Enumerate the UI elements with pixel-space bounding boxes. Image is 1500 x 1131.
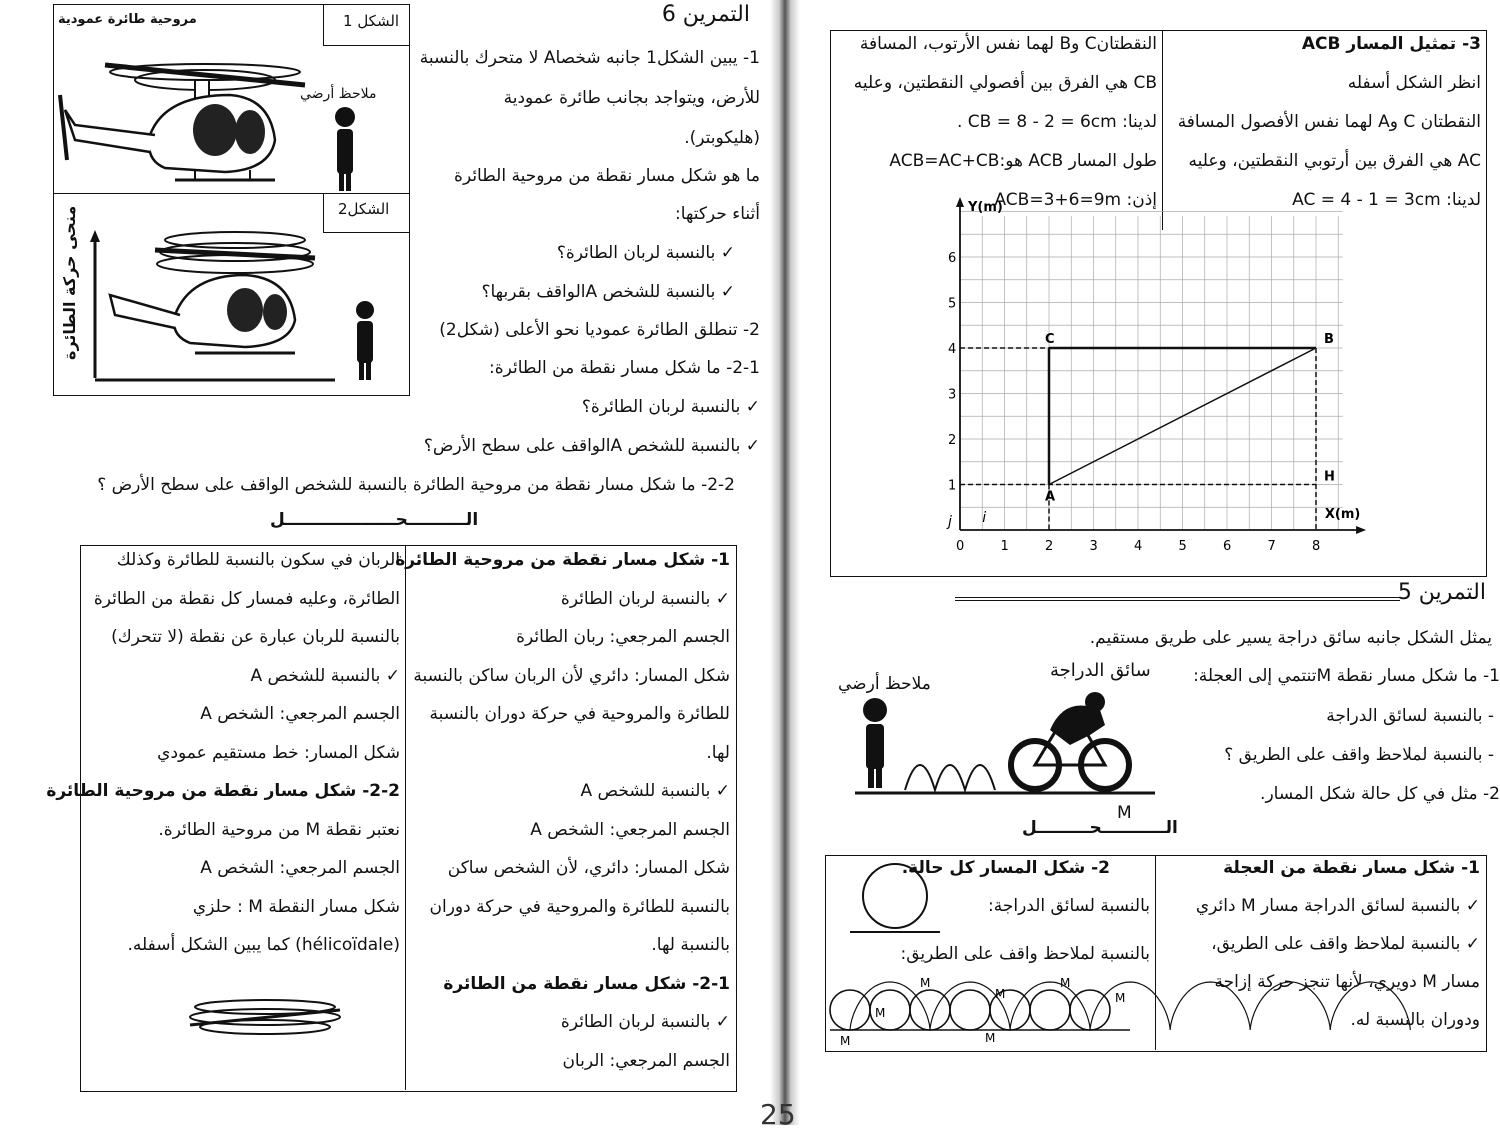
motion-direction-label: منحى حركة الطائرة <box>60 205 79 360</box>
exercise6-title: التمرين 6 <box>661 2 750 27</box>
y-tick-label: 2 <box>948 433 957 448</box>
ex5-line-2: 1- ما شكل مسار نقطة Mتنتمي إلى العجلة: <box>1193 666 1500 686</box>
point-label-h: H <box>1324 469 1335 485</box>
x-axis-label: X(m) <box>1324 507 1361 522</box>
sol6-right-line-8: الجسم المرجعي: الشخص A <box>530 819 730 840</box>
q1-line-4: ما هو شكل مسار نقطة من مروحية الطائرة <box>454 166 760 186</box>
cycloid-point-label: M <box>985 1031 996 1045</box>
exercise5-title: التمرين 5 <box>1397 580 1486 605</box>
x-tick-label: 5 <box>1178 539 1187 554</box>
cycloid-point-label: M <box>920 976 931 990</box>
x-tick-label: 2 <box>1045 539 1054 554</box>
x-tick-label: 3 <box>1089 539 1098 554</box>
cycloid-point-label: M <box>1060 976 1071 990</box>
x-tick-label: 7 <box>1267 539 1276 554</box>
sol5-right-line-3: ✓ بالنسبة لملاحظ واقف على الطريق، <box>1211 934 1480 954</box>
wheel-circle <box>950 990 990 1030</box>
sol5-left-line-1: 2- شكل المسار كل حالة. <box>901 858 1110 878</box>
figure2-caption: الشكل2 <box>338 200 390 218</box>
q21-item-1: ✓ بالنسبة لربان الطائرة؟ <box>581 397 760 417</box>
circle-trajectory-drawing <box>850 862 940 937</box>
sol6-left-line-1: الربان في سكون بالنسبة للطائرة وكذلك <box>116 550 400 570</box>
y-tick-label: 4 <box>948 342 957 357</box>
cycloid-trajectory-drawing <box>830 970 1140 1048</box>
acb-left-line-5: إذن: ACB=3+6=9m <box>994 190 1157 210</box>
x-tick-label: 1 <box>1000 539 1009 554</box>
rotor-label: مروحية طائرة عمودية <box>58 12 197 27</box>
acb-right-line-3: النقطتان C وA لهما نفس الأفصول المسافة <box>1177 112 1481 132</box>
unit-vector-i: i <box>982 510 987 526</box>
sol5-right-line-5: ودوران بالنسبة له. <box>1350 1010 1480 1030</box>
person-a-figure1 <box>330 105 360 195</box>
cycloid-point-label: M <box>995 987 1006 1001</box>
up-arrow-icon <box>90 230 100 380</box>
sol5-right-line-4: مسار M دويري، لأنها تنجز حركة إزاحة <box>1214 972 1480 992</box>
cycloid-point-label: M <box>1115 991 1126 1005</box>
sol5-left-line-2: بالنسبة لسائق الدراجة: <box>988 896 1150 916</box>
sol6-right-line-11: بالنسبة لها. <box>651 935 730 955</box>
bike-point-label: M <box>1117 803 1132 823</box>
acb-right-line-5: لدينا: AC = 4 - 1 = 3cm <box>1292 190 1481 210</box>
figure1-caption: الشكل 1 <box>343 12 400 30</box>
sol6-right-line-2: ✓ بالنسبة لربان الطائرة <box>560 588 730 609</box>
cycloid-point-label: M <box>875 1006 886 1020</box>
sol6-right-line-7: ✓ بالنسبة للشخص A <box>580 781 730 801</box>
q1-item-1: ✓ بالنسبة لربان الطائرة؟ <box>556 243 735 263</box>
observer-label-fig1: ملاحظ أرضي <box>300 86 377 102</box>
page-number: 25 <box>760 1098 796 1131</box>
sol5-right-line-2: ✓ بالنسبة لسائق الدراجة مسار M دائري <box>1195 896 1480 916</box>
q1-item-2: ✓ بالنسبة للشخص Aالواقف بقربها؟ <box>481 282 735 302</box>
point-label-c: C <box>1045 332 1055 347</box>
wheel-circle <box>1030 990 1070 1030</box>
point-label-b: B <box>1324 332 1334 347</box>
acb-right-line-4: AC هي الفرق بين أرتوبي النقطتين، وعليه <box>1188 151 1481 171</box>
ex5-line-3: - بالنسبة لسائق الدراجة <box>1326 706 1494 726</box>
unit-vector-j: j <box>948 514 952 530</box>
solution-label-right: الـــــــــــحـــــــــل <box>1022 818 1178 838</box>
sol6-left-line-9: الجسم المرجعي: الشخص A <box>200 858 400 878</box>
q1-line-1: 1- يبين الشكل1 جانبه شخصاA لا متحرك بالنسبة <box>419 48 760 68</box>
sol6-right-line-6: لها. <box>706 742 730 763</box>
ex5-line-4: - بالنسبة لملاحظ واقف على الطريق ؟ <box>1224 745 1494 765</box>
sol6-left-line-10: شكل مسار النقطة M : حلزي <box>192 896 400 917</box>
rider-label: سائق الدراجة <box>1050 660 1151 681</box>
acb-left-line-4: طول المسار ACB هو:ACB=AC+CB <box>889 151 1157 171</box>
helicopter-figure1 <box>55 40 355 192</box>
y-tick-label: 1 <box>948 478 957 494</box>
q2-line: 2- تنطلق الطائرة عموديا نحو الأعلى (شكل2) <box>439 320 760 340</box>
sol6-left-line-5: الجسم المرجعي: الشخص A <box>200 704 400 724</box>
acb-left-line-3: لدينا: CB = 8 - 2 = 6cm . <box>956 112 1157 132</box>
sol6-left-line-2: الطائرة، وعليه فمسار كل نقطة من الطائرة <box>93 588 400 609</box>
observer-label-bike: ملاحظ أرضي <box>838 674 931 694</box>
sol6-left-line-6: شكل المسار: خط مستقيم عمودي <box>157 742 400 763</box>
right-page <box>790 0 1500 1125</box>
ex5-line-1: يمثل الشكل جانبه سائق دراجة يسير على طريق مستقيم. <box>1089 628 1492 648</box>
sol6-right-line-9: شكل المسار: دائري، لأن الشخص ساكن <box>447 858 730 878</box>
sol6-left-line-7: 2-2- شكل مسار نقطة من مروحية الطائرة <box>46 781 400 801</box>
sol6-right-line-13: ✓ بالنسبة لربان الطائرة <box>560 1012 730 1032</box>
sol6-right-line-10: بالنسبة للطائرة والمروحية في حركة دوران <box>429 896 730 917</box>
point-label-a: A <box>1045 489 1056 505</box>
y-tick-label: 6 <box>948 251 957 266</box>
x-axis-arrow <box>1356 526 1366 534</box>
acb-right-line-2: انظر الشكل أسفله <box>1347 73 1481 93</box>
sol5-left-line-3: بالنسبة لملاحظ واقف على الطريق: <box>900 944 1150 964</box>
q1-line-2: للأرض، ويتواجد بجانب طائرة عمودية <box>503 88 760 108</box>
sol6-right-line-4: شكل المسار: دائري لأن الربان ساكن بالنسبة <box>413 665 730 686</box>
helicopter-figure2 <box>95 220 335 385</box>
acb-left-line-2: CB هي الفرق بين أفصولي النقطتين، وعليه <box>853 73 1157 93</box>
solution-label-left: الــــــــــحـــــــــــــــــــل <box>270 510 479 530</box>
helix-trajectory-drawing <box>180 995 350 1040</box>
sol6-right-line-12: 2-1- شكل مسار نقطة من الطائرة <box>443 973 730 994</box>
x-tick-label: 6 <box>1223 539 1232 554</box>
sol6-left-line-3: بالنسبة للربان عبارة عن نقطة (لا تتحرك) <box>111 627 400 647</box>
sol6-right-line-14: الجسم المرجعي: الربان <box>562 1050 730 1071</box>
cycloid-point-label: M <box>840 1034 851 1048</box>
sol6-left-line-4: ✓ بالنسبة للشخص A <box>250 665 400 686</box>
sol5-right-line-1: 1- شكل مسار نقطة من العجلة <box>1223 858 1480 878</box>
q22-line: 2-2- ما شكل مسار نقطة من مروحية الطائرة بالنسبة للشخص الواقف على سطح الأرض ؟ <box>97 475 735 495</box>
ex5-line-5: 2- مثل في كل حالة شكل المسار. <box>1260 784 1500 804</box>
sol6-left-line-8: نعتبر نقطة M من مروحية الطائرة. <box>158 819 400 840</box>
x-tick-label: 0 <box>956 539 965 554</box>
sol6-right-line-1: 1- شكل مسار نقطة من مروحية الطائرة <box>395 550 730 570</box>
sol6-right-line-3: الجسم المرجعي: ربان الطائرة <box>516 627 730 647</box>
sol6-right-line-5: للطائرة والمروحية في حركة دوران بالنسبة <box>429 704 730 724</box>
person-a-figure2 <box>352 300 378 382</box>
x-tick-label: 8 <box>1312 539 1321 554</box>
q1-line-3: (هليكوبتر). <box>684 128 760 148</box>
acb-left-line-1: النقطتانC وB لهما نفس الأرتوب، المسافة <box>859 34 1157 54</box>
acb-right-line-1: 3- تمثيل المسار ACB <box>1301 34 1481 54</box>
y-tick-label: 3 <box>948 387 957 403</box>
bike-figure <box>855 690 1165 805</box>
x-tick-label: 4 <box>1134 539 1143 554</box>
y-tick-label: 5 <box>948 296 957 312</box>
q21-line: 2-1- ما شكل مسار نقطة من الطائرة: <box>488 358 760 378</box>
sol6-left-line-11: (hélicoïdale) كما يبين الشكل أسفله. <box>127 935 400 955</box>
y-axis-label: Y(m) <box>968 199 1003 215</box>
q1-line-5: أثناء حركتها: <box>674 204 760 224</box>
q21-item-2: ✓ بالنسبة للشخص Aالواقف على سطح الأرض؟ <box>423 436 760 456</box>
